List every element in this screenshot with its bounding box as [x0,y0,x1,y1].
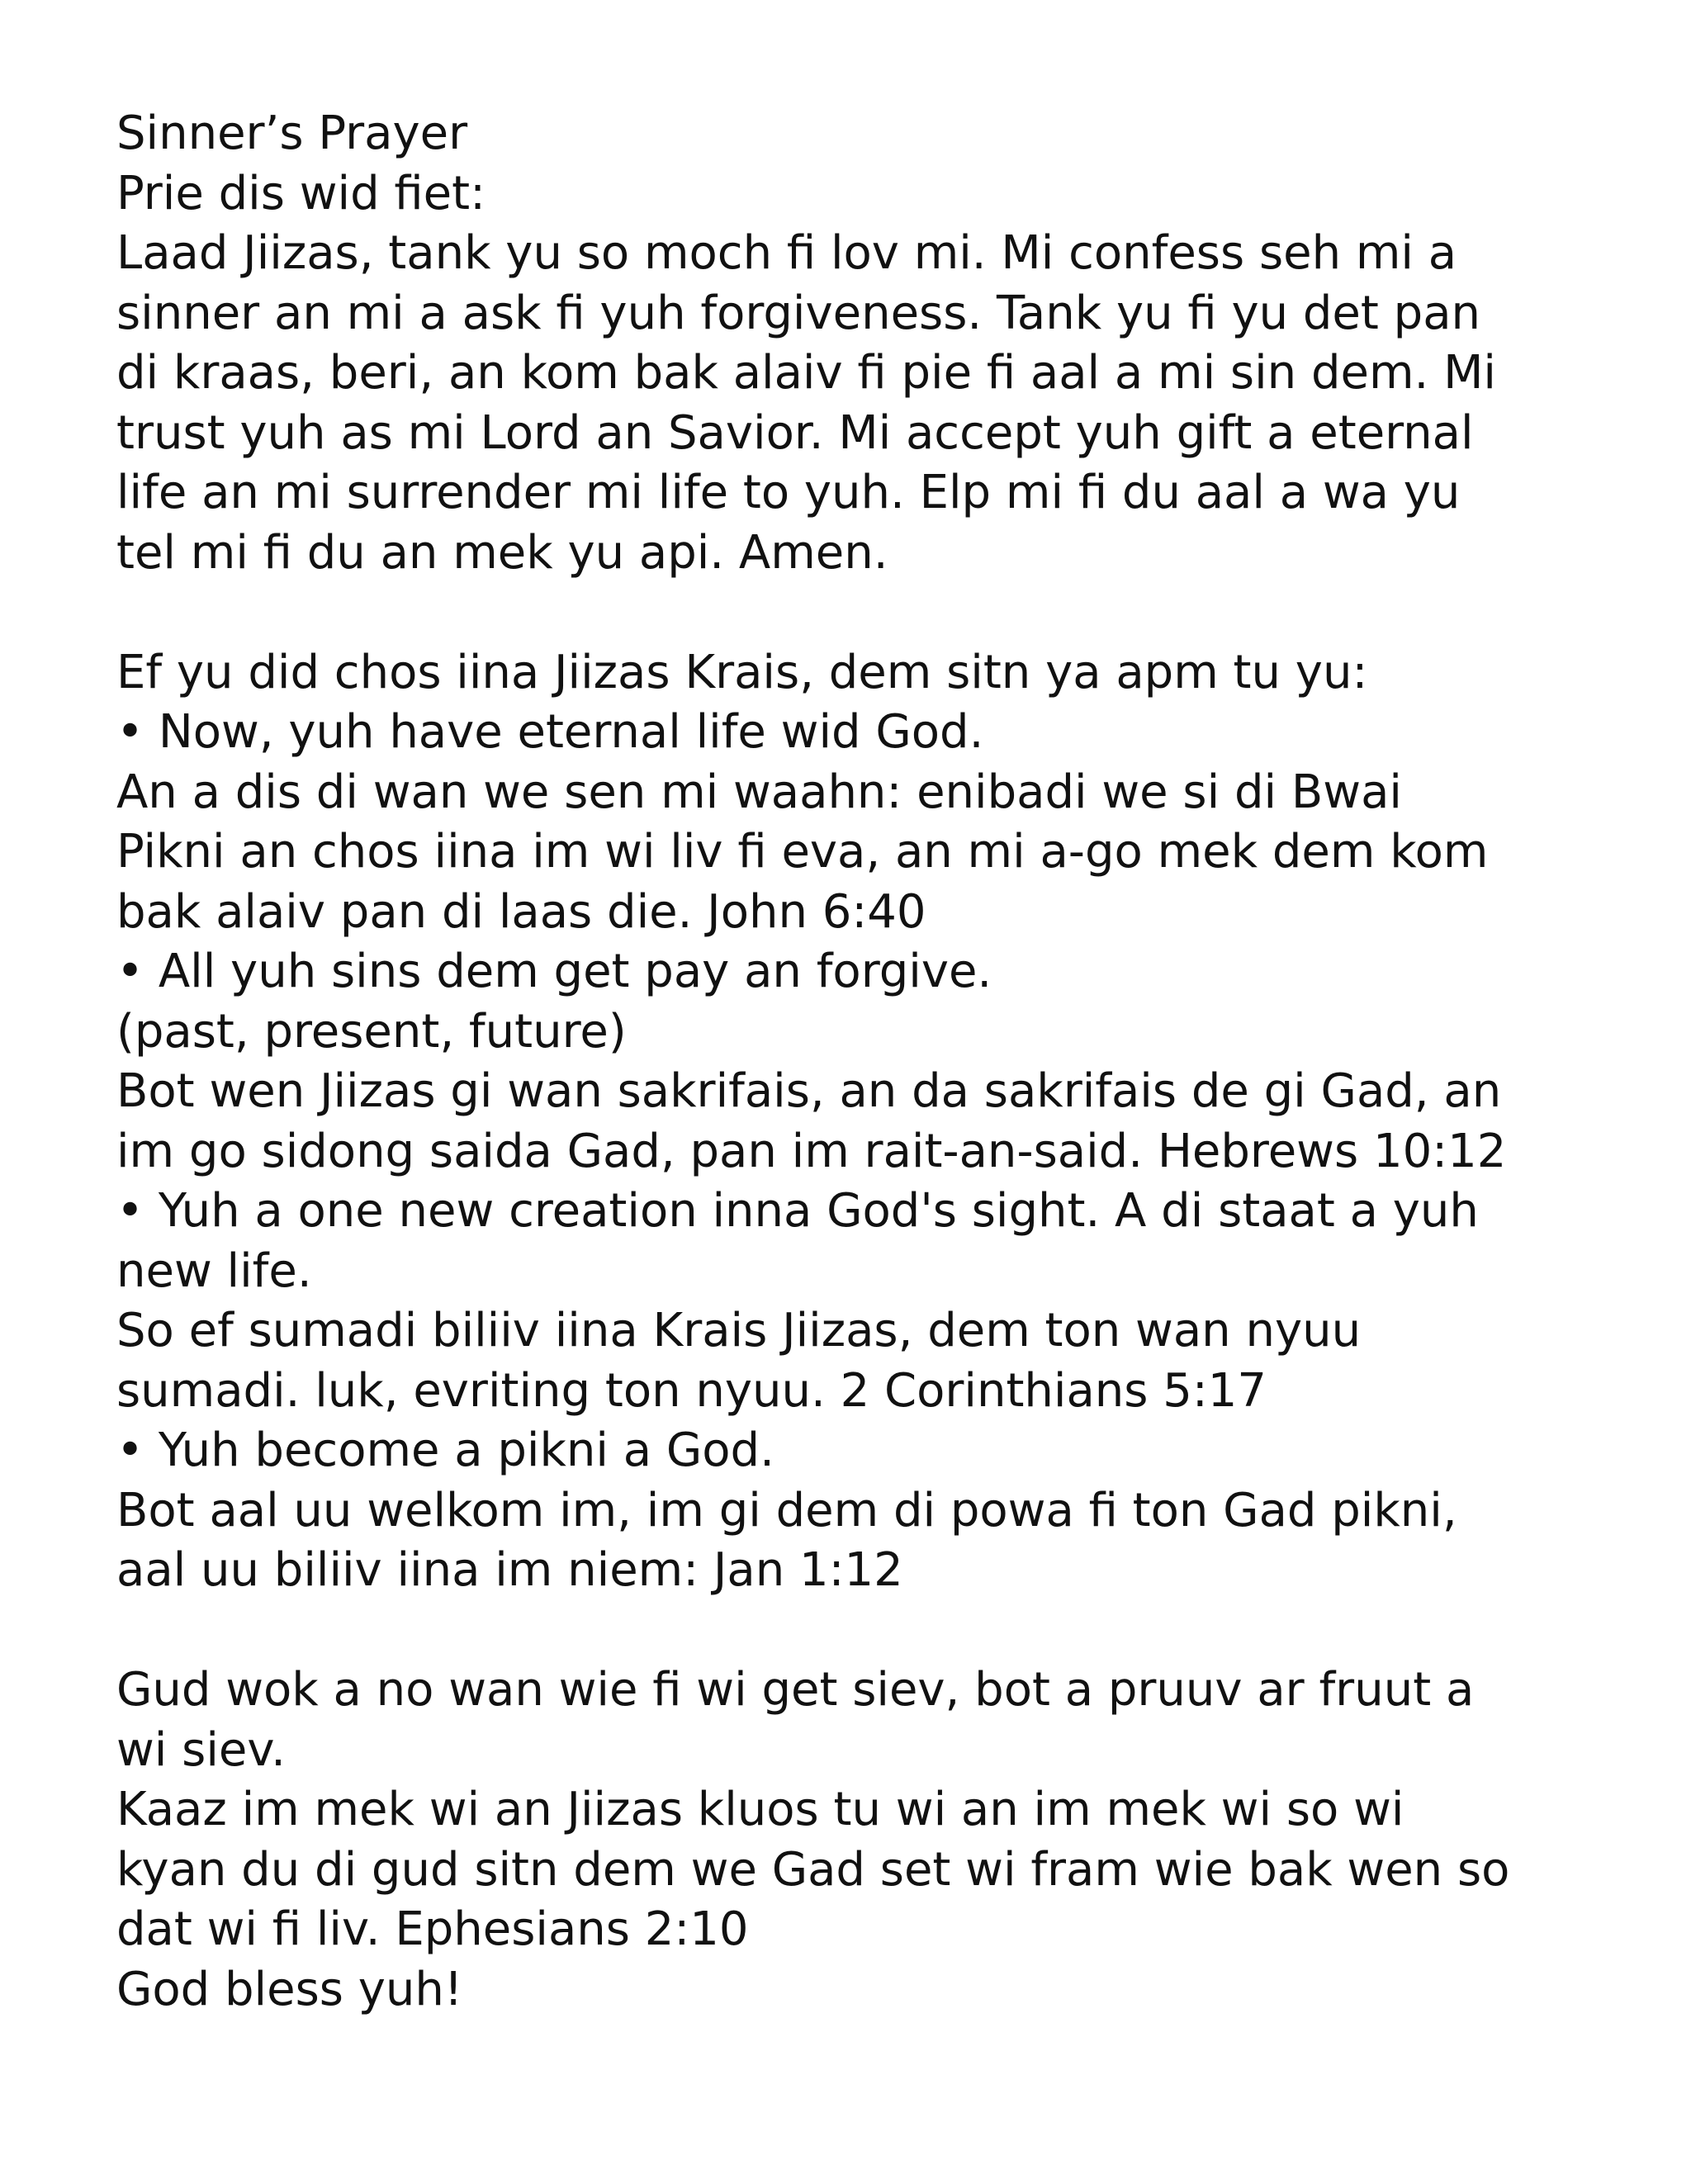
text-line: Laad Jiizas, tank yu so moch fi lov mi. Mi confess seh mi a [116,226,1457,280]
text-line: (past, present, future) [116,1004,627,1059]
text-line: Kaaz im mek wi an Jiizas kluos tu wi an im mek wi so wi [116,1783,1404,1836]
text-line: im go sidong saida Gad, pan im rait-an-said. Hebrews 10:12 [116,1124,1507,1178]
bullet-item: • All yuh sins dem get pay an forgive. [116,945,992,998]
bullet-item: • Now, yuh have eternal life wid God. [116,705,984,759]
text-line: Ef yu did chos iina Jiizas Krais, dem sitn ya apm tu yu: [116,645,1368,699]
bullet-item: • Yuh a one new creation inna God's sight. A di staat a yuh [116,1184,1479,1238]
closing-line: God bless yuh! [116,1962,463,2016]
document-title: Sinner’s Prayer [116,107,468,160]
text-line: Pikni an chos iina im wi liv fi eva, an mi a-go mek dem kom [116,825,1489,879]
text-line: Prie dis wid fiet: [116,166,486,220]
text-line: life an mi surrender mi life to yuh. Elp mi fi du aal a wa yu [116,466,1461,519]
text-line: new life. [116,1244,312,1298]
document-page [116,104,1603,2020]
text-line: wi siev. [116,1722,286,1777]
text-line: kyan du di gud sitn dem we Gad set wi fram wie bak wen so [116,1842,1510,1897]
text-line: An a dis di wan we sen mi waahn: enibadi we si di Bwai [116,765,1402,819]
text-line: Gud wok a no wan wie fi wi get siev, bot a pruuv ar fruut a [116,1663,1475,1717]
text-line: Bot aal uu welkom im, im gi dem di powa fi ton Gad pikni, [116,1483,1457,1537]
text-line: sumadi. luk, evriting ton nyuu. 2 Corinthians 5:17 [116,1363,1267,1418]
text-line: dat wi fi liv. Ephesians 2:10 [116,1902,749,1956]
text-line: aal uu biliiv iina im niem: Jan 1:12 [116,1543,903,1597]
text-line: di kraas, beri, an kom bak alaiv fi pie fi aal a mi sin dem. Mi [116,346,1496,400]
text-line: trust yuh as mi Lord an Savior. Mi accept yuh gift a eternal [116,405,1474,460]
bullet-item: • Yuh become a pikni a God. [116,1424,774,1477]
text-line: tel mi fi du an mek yu api. Amen. [116,525,888,580]
text-line: bak alaiv pan di laas die. John 6:40 [116,884,926,939]
text-line: So ef sumadi biliiv iina Krais Jiizas, dem ton wan nyuu [116,1304,1362,1357]
blank-line [116,1601,1603,1661]
text-line: sinner an mi a ask fi yuh forgiveness. Tank yu fi yu det pan [116,286,1480,340]
text-line: Bot wen Jiizas gi wan sakrifais, an da sakrifais de gi Gad, an [116,1064,1502,1118]
blank-line [116,583,1603,643]
